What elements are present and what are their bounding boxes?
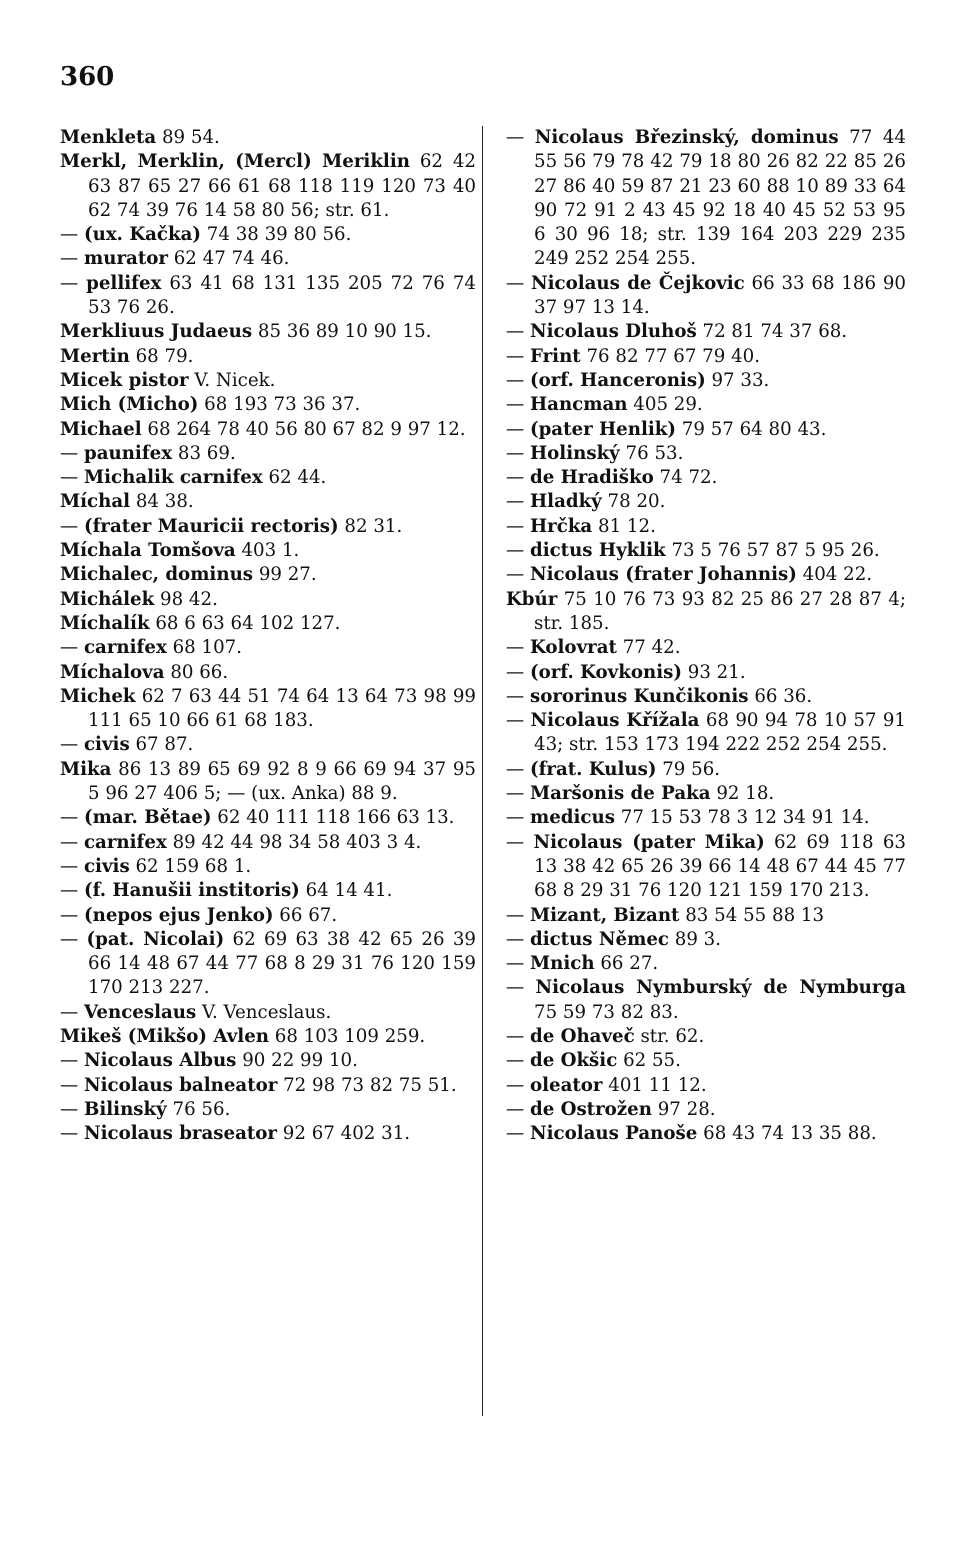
index-entry: — de Hradiško 74 72.	[506, 467, 718, 489]
index-entry: — Kolovrat 77 42.	[506, 637, 681, 659]
index-entry: — (pater Henlik) 79 57 64 80 43.	[506, 418, 827, 440]
right-column	[506, 126, 906, 1146]
index-entry: — (frater Mauricii rectoris) 82 31.	[60, 515, 403, 537]
index-entry: Míchal 84 38.	[60, 491, 194, 513]
index-entry: — Frint 76 82 77 67 79 40.	[506, 345, 761, 367]
index-entry: — Hrčka 81 12.	[506, 515, 656, 537]
index-entry: — Nicolaus Panoše 68 43 74 13 35 88.	[506, 1123, 877, 1145]
index-entry: — oleator 401 11 12.	[506, 1074, 707, 1096]
left-column	[60, 126, 476, 1146]
index-entry: — Nicolaus Březinský, dominus 77 44 55 56 79 78 42 79 18 80 26 82 22 85 26 27 86 40 59 87 21 23 60 88 10 89 33 64 90 72 91 2 43 45 92 18 40 45 52 53 95 6 30 96 18; str. 139 164 203 229 235 249 252 254 255.	[506, 127, 906, 270]
index-entry: — dictus Němec 89 3.	[506, 928, 722, 950]
index-entry: — dictus Hyklik 73 5 76 57 87 5 95 26.	[506, 540, 880, 562]
index-entry: — Michalik carnifex 62 44.	[60, 467, 327, 489]
index-entry: — (orf. Hanceronis) 97 33.	[506, 369, 770, 391]
index-entry: — sororinus Kunčikonis 66 36.	[506, 685, 813, 707]
index-entry: — (frat. Kulus) 79 56.	[506, 758, 721, 780]
index-entry: — civis 67 87.	[60, 734, 194, 756]
index-entry: Kbúr 75 10 76 73 93 82 25 86 27 28 87 4; str. 185.	[506, 588, 906, 634]
index-entry: — Venceslaus V. Venceslaus.	[60, 1001, 332, 1023]
index-entry: Micek pistor V. Nicek.	[60, 369, 276, 391]
column-divider	[482, 126, 483, 1416]
index-entry: — (ux. Kačka) 74 38 39 80 56.	[60, 224, 352, 246]
index-entry: Mertin 68 79.	[60, 345, 194, 367]
index-entry: — Nicolaus braseator 92 67 402 31.	[60, 1123, 411, 1145]
index-entry: — Maršonis de Paka 92 18.	[506, 783, 775, 805]
index-entry: — Nicolaus Dluhoš 72 81 74 37 68.	[506, 321, 848, 343]
page-number: 360	[60, 62, 115, 92]
index-entry: — Nicolaus Křížala 68 90 94 78 10 57 91 43; str. 153 173 194 222 252 254 255.	[506, 710, 906, 756]
index-entry: — Mizant, Bizant 83 54 55 88 13	[506, 904, 825, 926]
index-entry: — Nicolaus (pater Mika) 62 69 118 63 13 38 42 65 26 39 66 14 48 67 44 45 77 68 8 29 31 76 120 121 159 170 213.	[506, 831, 906, 902]
index-entry: — pellifex 63 41 68 131 135 205 72 76 74 53 76 26.	[60, 272, 476, 319]
index-entry: — Nicolaus balneator 72 98 73 82 75 51.	[60, 1074, 457, 1096]
index-entry: Míchalík 68 6 63 64 102 127.	[60, 612, 341, 634]
index-entry: Michek 62 7 63 44 51 74 64 13 64 73 98 99 111 65 10 66 61 68 183.	[60, 685, 476, 732]
index-entry: Mich (Micho) 68 193 73 36 37.	[60, 394, 361, 416]
index-entry: — Hladký 78 20.	[506, 491, 666, 513]
index-entry: — Nicolaus (frater Johannis) 404 22.	[506, 564, 873, 586]
index-entry: Mika 86 13 89 65 69 92 8 9 66 69 94 37 95 5 96 27 406 5; — (ux. Anka) 88 9.	[60, 758, 476, 805]
index-entry: — Hancman 405 29.	[506, 394, 703, 416]
index-entry: — carnifex 68 107.	[60, 637, 242, 659]
index-entry: Míchala Tomšova 403 1.	[60, 540, 300, 562]
index-entry: — (nepos ejus Jenko) 66 67.	[60, 904, 338, 926]
index-entry: — (mar. Bětae) 62 40 111 118 166 63 13.	[60, 807, 455, 829]
index-entry: — Nicolaus de Čejkovic 66 33 68 186 90 37 97 13 14.	[506, 272, 906, 319]
index-entry: Michael 68 264 78 40 56 80 67 82 9 97 12.	[60, 418, 466, 440]
index-entry: Michalec, dominus 99 27.	[60, 564, 317, 586]
index-entry: — de Ostrožen 97 28.	[506, 1098, 716, 1120]
index-entry: — paunifex 83 69.	[60, 442, 236, 464]
index-entry: — murator 62 47 74 46.	[60, 248, 290, 270]
index-entry: — Nicolaus Nymburský de Nymburga 75 59 73 82 83.	[506, 977, 906, 1023]
index-entry: Merkl, Merklin, (Mercl) Meriklin 62 42 63 87 65 27 66 61 68 118 119 120 73 40 62 74 39 76 14 58 80 56; str. 61.	[60, 151, 476, 221]
index-entry: Menkleta 89 54.	[60, 127, 220, 148]
index-entry: Merkliuus Judaeus 85 36 89 10 90 15.	[60, 321, 432, 343]
index-entry: — de Okšic 62 55.	[506, 1050, 681, 1072]
index-entry: — (f. Hanušii institoris) 64 14 41.	[60, 880, 393, 902]
index-entry: — Bilinský 76 56.	[60, 1098, 231, 1120]
index-entry: — civis 62 159 68 1.	[60, 855, 252, 877]
index-entry: Mikeš (Mikšo) Avlen 68 103 109 259.	[60, 1025, 426, 1047]
index-entry: — medicus 77 15 53 78 3 12 34 91 14.	[506, 807, 870, 829]
index-entry: — (orf. Kovkonis) 93 21.	[506, 661, 746, 683]
index-entry: Michálek 98 42.	[60, 588, 218, 610]
index-entry: — de Ohaveč str. 62.	[506, 1025, 705, 1047]
index-entry: — carnifex 89 42 44 98 34 58 403 3 4.	[60, 831, 422, 853]
index-entry: — Nicolaus Albus 90 22 99 10.	[60, 1050, 358, 1072]
index-entry: — Holinský 76 53.	[506, 442, 684, 464]
index-entry: Míchalova 80 66.	[60, 661, 229, 683]
index-entry: — Mnich 66 27.	[506, 953, 659, 975]
index-entry: — (pat. Nicolai) 62 69 63 38 42 65 26 39 66 14 48 67 44 77 68 8 29 31 76 120 159 170 213 227.	[60, 928, 476, 999]
